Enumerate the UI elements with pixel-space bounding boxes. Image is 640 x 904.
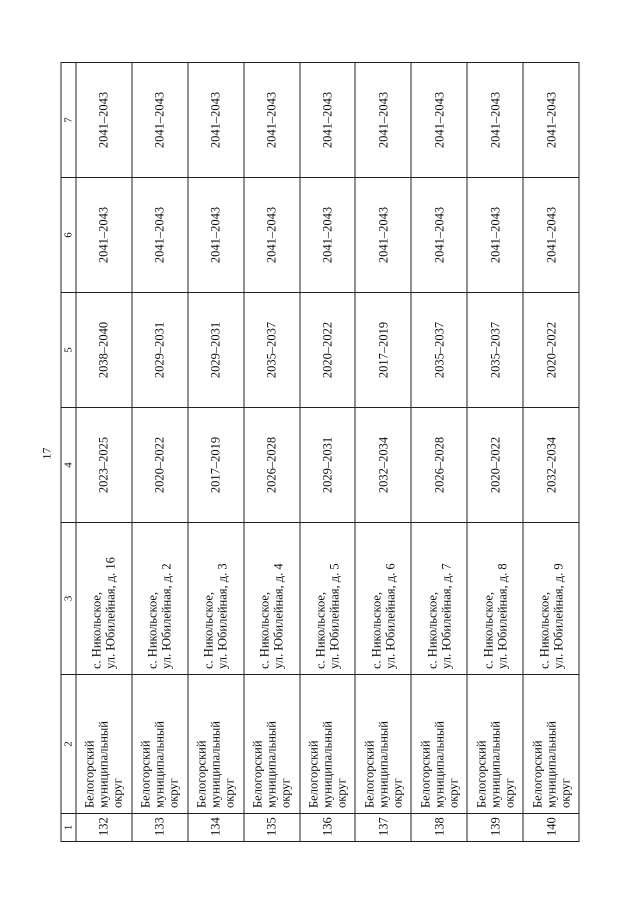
district-cell xyxy=(76,675,132,814)
row-number-cell: 137 xyxy=(355,814,411,842)
district-cell-line: муниципальный xyxy=(432,721,447,808)
district-cell-line: округ xyxy=(502,778,517,808)
registry-table xyxy=(61,62,580,842)
table-row xyxy=(355,63,411,842)
period-cell: 2035–2037 xyxy=(411,293,467,408)
district-cell-line: Белогорский xyxy=(418,740,433,808)
table-row xyxy=(244,63,300,842)
address-cell-line: ул. Юбилейная, д. 2 xyxy=(159,563,174,669)
address-cell xyxy=(523,523,579,675)
column-number: 7 xyxy=(61,63,76,178)
period-cell: 2035–2037 xyxy=(467,293,523,408)
period-cell: 2041–2043 xyxy=(132,178,188,293)
district-cell xyxy=(523,675,579,814)
table-body xyxy=(61,63,579,842)
district-cell xyxy=(355,675,411,814)
period-cell: 2026–2028 xyxy=(244,408,300,523)
column-number: 5 xyxy=(61,293,76,408)
row-number-cell: 135 xyxy=(244,814,300,842)
address-cell-line: с. Никольское, xyxy=(257,591,272,669)
district-cell xyxy=(300,675,356,814)
address-cell-line: с. Никольское, xyxy=(145,591,160,669)
column-number: 6 xyxy=(61,178,76,293)
period-cell: 2026–2028 xyxy=(411,408,467,523)
district-cell-line: муниципальный xyxy=(488,721,503,808)
table-row xyxy=(467,63,523,842)
period-cell: 2038–2040 xyxy=(76,293,132,408)
period-cell: 2020–2022 xyxy=(523,293,579,408)
row-number-cell: 139 xyxy=(467,814,523,842)
period-cell: 2041–2043 xyxy=(523,178,579,293)
period-cell: 2020–2022 xyxy=(132,408,188,523)
district-cell-line: муниципальный xyxy=(96,721,111,808)
period-cell: 2041–2043 xyxy=(467,178,523,293)
period-cell: 2041–2043 xyxy=(132,63,188,178)
district-cell-line: муниципальный xyxy=(264,721,279,808)
period-cell: 2041–2043 xyxy=(411,178,467,293)
address-cell-line: ул. Юбилейная, д. 7 xyxy=(439,563,454,669)
period-cell: 2041–2043 xyxy=(188,63,244,178)
period-cell: 2041–2043 xyxy=(355,63,411,178)
table-row xyxy=(132,63,188,842)
period-cell: 2041–2043 xyxy=(300,63,356,178)
address-cell-line: ул. Юбилейная, д. 4 xyxy=(271,563,286,669)
district-cell-line: округ xyxy=(166,778,181,808)
period-cell: 2020–2022 xyxy=(467,408,523,523)
address-cell-line: ул. Юбилейная, д. 8 xyxy=(495,563,510,669)
period-cell: 2041–2043 xyxy=(188,178,244,293)
period-cell: 2017–2019 xyxy=(188,408,244,523)
district-cell-line: Белогорский xyxy=(530,740,544,808)
period-cell: 2029–2031 xyxy=(132,293,188,408)
address-cell-line: с. Никольское, xyxy=(425,591,440,669)
address-cell-line: с. Никольское, xyxy=(369,591,384,669)
row-number-cell: 132 xyxy=(76,814,132,842)
period-cell: 2023–2025 xyxy=(76,408,132,523)
period-cell: 2041–2043 xyxy=(76,63,132,178)
address-cell xyxy=(300,523,356,675)
period-cell: 2032–2034 xyxy=(523,408,579,523)
address-cell xyxy=(132,523,188,675)
district-cell-line: округ xyxy=(222,778,237,808)
period-cell: 2041–2043 xyxy=(76,178,132,293)
table-row xyxy=(411,63,467,842)
address-cell xyxy=(76,523,132,675)
address-cell-line: ул. Юбилейная, д. 5 xyxy=(327,563,342,669)
district-cell-line: Белогорский xyxy=(250,740,265,808)
row-number-cell: 136 xyxy=(300,814,356,842)
period-cell: 2041–2043 xyxy=(355,178,411,293)
address-cell-line: ул. Юбилейная, д. 6 xyxy=(383,563,398,669)
column-number: 2 xyxy=(61,675,76,814)
district-cell-line: округ xyxy=(110,778,125,808)
period-cell: 2041–2043 xyxy=(244,178,300,293)
column-number-row xyxy=(61,63,76,842)
district-cell-line: Белогорский xyxy=(474,740,489,808)
address-cell-line: с. Никольское, xyxy=(89,591,104,669)
row-number-cell: 138 xyxy=(411,814,467,842)
district-cell-line: округ xyxy=(334,778,349,808)
district-cell-line: Белогорский xyxy=(306,740,321,808)
period-cell: 2035–2037 xyxy=(244,293,300,408)
table-row xyxy=(300,63,356,842)
district-cell-line: муниципальный xyxy=(208,721,223,808)
period-cell: 2041–2043 xyxy=(467,63,523,178)
district-cell-line: Белогорский xyxy=(362,740,377,808)
address-cell xyxy=(467,523,523,675)
district-cell-line: муниципальный xyxy=(152,721,167,808)
table-container xyxy=(61,62,580,842)
district-cell-line: Белогорский xyxy=(138,740,153,808)
period-cell: 2032–2034 xyxy=(355,408,411,523)
address-cell-line: ул. Юбилейная, д. 9 xyxy=(551,563,565,669)
district-cell-line: муниципальный xyxy=(544,721,558,808)
address-cell xyxy=(355,523,411,675)
address-cell-line: с. Никольское, xyxy=(313,591,328,669)
district-cell xyxy=(467,675,523,814)
column-number: 1 xyxy=(61,814,76,842)
column-number: 3 xyxy=(61,523,76,675)
address-cell xyxy=(188,523,244,675)
address-cell-line: с. Никольское, xyxy=(537,591,551,669)
address-cell xyxy=(244,523,300,675)
district-cell-line: округ xyxy=(278,778,293,808)
address-cell xyxy=(411,523,467,675)
address-cell-line: с. Никольское, xyxy=(201,591,216,669)
district-cell xyxy=(132,675,188,814)
district-cell-line: Белогорский xyxy=(82,740,97,808)
page-number: 17 xyxy=(39,447,54,460)
period-cell: 2029–2031 xyxy=(300,408,356,523)
period-cell: 2017–2019 xyxy=(355,293,411,408)
district-cell-line: округ xyxy=(446,778,461,808)
district-cell-line: Белогорский xyxy=(194,740,209,808)
district-cell xyxy=(188,675,244,814)
row-number-cell: 134 xyxy=(188,814,244,842)
table-row xyxy=(76,63,132,842)
address-cell-line: ул. Юбилейная, д. 16 xyxy=(103,557,118,669)
district-cell-line: муниципальный xyxy=(376,721,391,808)
period-cell: 2020–2022 xyxy=(300,293,356,408)
period-cell: 2041–2043 xyxy=(411,63,467,178)
district-cell xyxy=(411,675,467,814)
period-cell: 2041–2043 xyxy=(244,63,300,178)
column-number: 4 xyxy=(61,408,76,523)
period-cell: 2041–2043 xyxy=(523,63,579,178)
district-cell-line: округ xyxy=(390,778,405,808)
district-cell-line: округ xyxy=(558,778,572,808)
address-cell-line: ул. Юбилейная, д. 3 xyxy=(215,563,230,669)
address-cell-line: с. Никольское, xyxy=(481,591,496,669)
table-row xyxy=(188,63,244,842)
district-cell-line: муниципальный xyxy=(320,721,335,808)
row-number-cell: 133 xyxy=(132,814,188,842)
period-cell: 2029–2031 xyxy=(188,293,244,408)
table-row xyxy=(523,63,579,842)
period-cell: 2041–2043 xyxy=(300,178,356,293)
row-number-cell: 140 xyxy=(523,814,579,842)
district-cell xyxy=(244,675,300,814)
